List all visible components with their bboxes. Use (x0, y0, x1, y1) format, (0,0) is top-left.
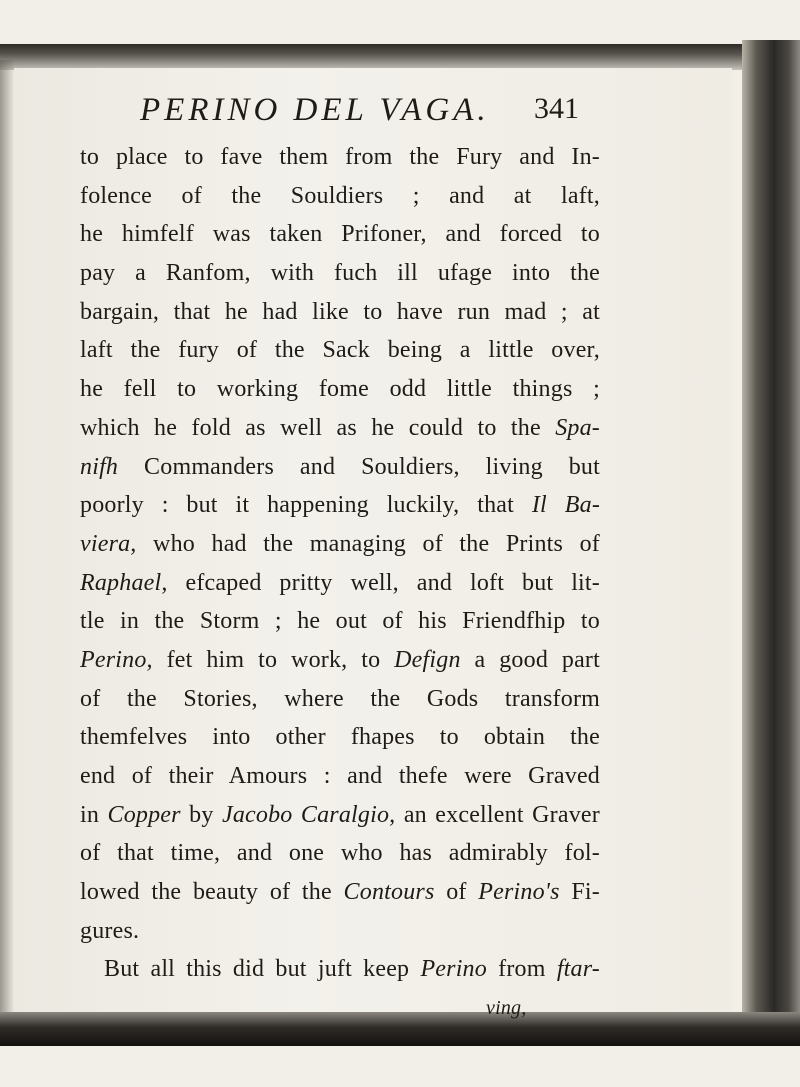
catchword (80, 989, 600, 1028)
text-line (80, 215, 600, 254)
page-left-edge (0, 60, 14, 1020)
italic-text: nifh (80, 453, 119, 480)
italic-text: Il Ba- (531, 492, 601, 519)
text-line (80, 602, 600, 641)
text-line (80, 912, 600, 951)
text-line (80, 177, 600, 216)
text-segment: he fell to working fome odd little things ; (80, 376, 600, 403)
text-segment: in (80, 801, 108, 828)
book-top-edge (0, 44, 800, 70)
text-line (80, 834, 600, 873)
italic-text: Perino, (80, 646, 153, 673)
text-segment: which he fold as well as he could to the (80, 414, 556, 441)
text-segment: Fi- (559, 879, 600, 906)
text-line (80, 448, 600, 487)
text-segment: lowed the beauty of the (80, 879, 344, 906)
text-segment: of (434, 879, 479, 906)
book-binding-edge (742, 40, 800, 1040)
italic-text: viera, (80, 530, 137, 557)
text-segment: of the Stories, where the Gods transform (80, 685, 600, 712)
text-line (80, 873, 600, 912)
text-line (80, 370, 600, 409)
text-segment: by (180, 801, 222, 828)
text-line (80, 409, 600, 448)
text-line (80, 796, 600, 835)
text-segment: But all this did but juft keep (104, 956, 421, 983)
text-line (80, 718, 600, 757)
text-line (80, 641, 600, 680)
text-segment: pay a Ranfom, with fuch ill ufage into the (80, 260, 600, 287)
italic-text: Copper (107, 801, 181, 828)
text-line (80, 331, 600, 370)
text-line (80, 138, 600, 177)
page-number: 341 (534, 92, 579, 125)
text-segment: fet him to work, to (152, 646, 395, 673)
italic-text: ftar- (556, 956, 600, 983)
italic-text: Raphael, (80, 569, 168, 596)
text-segment: to place to fave them from the Fury and In- (80, 144, 600, 170)
text-segment: tle in the Storm ; he out of his Friendfhip to (80, 608, 600, 635)
text-segment: a good part (460, 646, 600, 673)
text-segment: Commanders and Souldiers, living but (118, 453, 600, 480)
page-header (140, 92, 700, 132)
text-line (80, 757, 600, 796)
italic-text: Perino (420, 956, 487, 983)
text-segment: end of their Amours : and thefe were Graved (80, 763, 600, 789)
text-segment: gures. (80, 917, 140, 944)
text-segment: folence of the Souldiers ; and at laft, (80, 182, 600, 209)
text-line (80, 680, 600, 719)
italic-text: Perino's (478, 879, 560, 906)
text-line (80, 486, 600, 525)
text-line (80, 564, 600, 603)
text-segment: laft the fury of the Sack being a little over, (80, 337, 600, 364)
text-segment: efcaped pritty well, and loft but lit- (167, 569, 600, 596)
text-segment: he himfelf was taken Prifoner, and forced to (80, 221, 600, 248)
italic-text: ving, (486, 997, 527, 1020)
text-segment: from (486, 956, 557, 983)
text-segment: themfelves into other fhapes to obtain the (80, 724, 600, 751)
italic-text: Jacobo Caralgio, (221, 801, 396, 828)
italic-text: Defign (394, 646, 461, 673)
italic-text: Spa- (555, 414, 600, 441)
text-line (80, 950, 600, 989)
text-segment: bargain, that he had like to have run mad ; at (80, 298, 600, 325)
text-segment: who had the managing of the Prints of (136, 530, 600, 557)
body-text (80, 138, 600, 1028)
text-line (80, 293, 600, 332)
text-line (80, 254, 600, 293)
text-segment: poorly : but it happening luckily, that (80, 492, 532, 519)
text-segment: an excellent Graver (395, 801, 600, 828)
italic-text: Contours (343, 879, 435, 906)
running-head: PERINO DEL VAGA. (140, 92, 490, 128)
text-segment: of that time, and one who has admirably fol- (80, 840, 600, 867)
text-line (80, 525, 600, 564)
